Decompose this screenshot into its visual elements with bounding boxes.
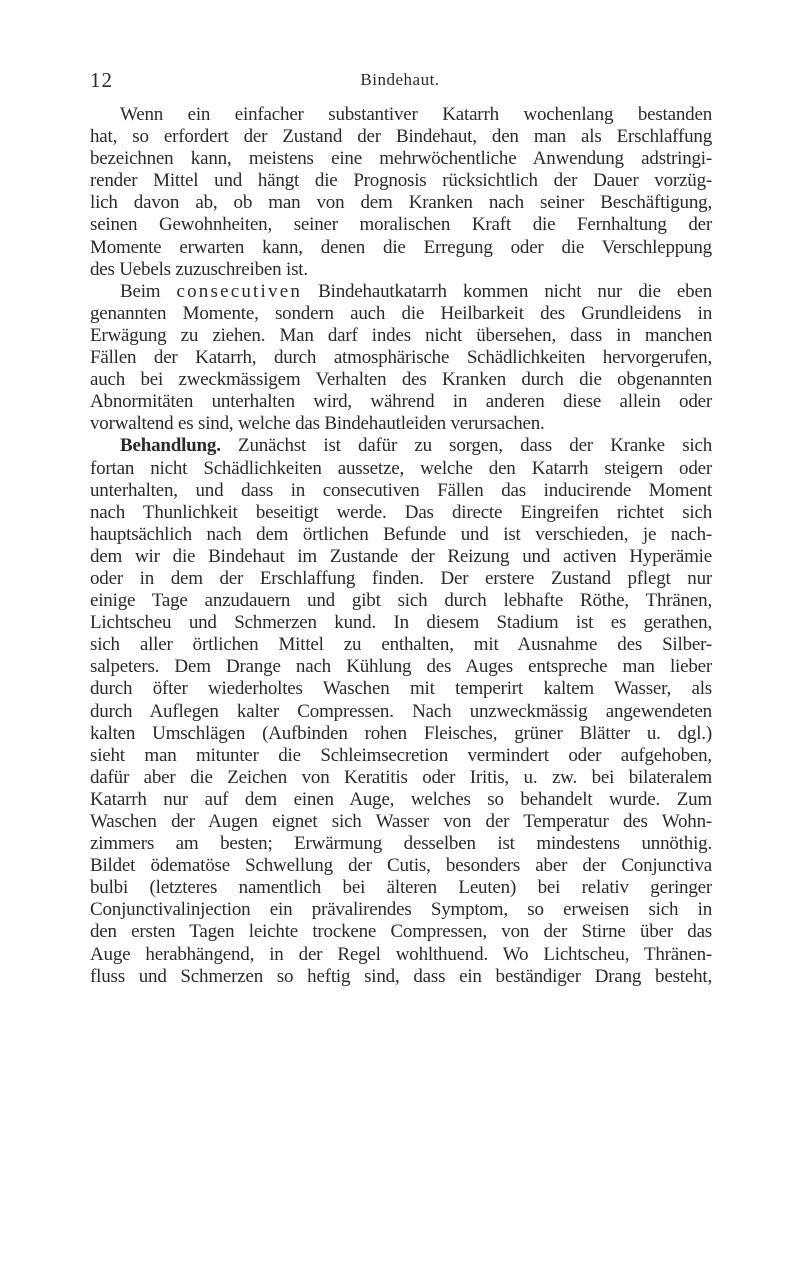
- text-line: Momente erwarten kann, denen die Erregung oder die Verschleppung: [90, 236, 712, 258]
- text-line: [90, 435, 712, 457]
- text-line: den ersten Tagen leichte trockene Compressen, von der Stirne über das: [90, 921, 712, 943]
- text-line: Fällen der Katarrh, durch atmosphärische Schädlichkeiten hervorgerufen,: [90, 347, 712, 369]
- text-line: [90, 281, 712, 303]
- text-line: render Mittel und hängt die Prognosis rücksichtlich der Dauer vorzüg-: [90, 170, 712, 192]
- text-line: dem wir die Bindehaut im Zustande der Reizung und activen Hyperämie: [90, 545, 712, 567]
- text-line: sich aller örtlichen Mittel zu enthalten, mit Ausnahme des Silber-: [90, 634, 712, 656]
- text-line: fortan nicht Schädlichkeiten aussetze, welche den Katarrh steigern oder: [90, 457, 712, 479]
- text-line: des Uebels zuzuschreiben ist.: [90, 258, 308, 280]
- text-line: bulbi (letzteres namentlich bei älteren Leuten) bei relativ geringer: [90, 877, 712, 899]
- running-title: Bindehaut.: [360, 70, 440, 89]
- page-number: 12: [90, 68, 113, 92]
- text-line: vorwaltend es sind, welche das Bindehautleiden verursachen.: [90, 413, 545, 435]
- text-run: Bindehautkatarrh kommen nicht nur die eben: [302, 280, 712, 302]
- text-line: zimmers am besten; Erwärmung desselben ist mindestens unnöthig.: [90, 833, 712, 855]
- text-line: bezeichnen kann, meistens eine mehrwöchentliche Anwendung adstringi-: [90, 148, 712, 170]
- text-line: auch bei zweckmässigem Verhalten des Kranken durch die obgenannten: [90, 369, 712, 391]
- text-line: seinen Gewohnheiten, seiner moralischen Kraft die Fernhaltung der: [90, 214, 712, 236]
- text-run: Beim: [120, 280, 177, 302]
- text-line: Conjunctivalinjection ein prävalirendes Symptom, so erweisen sich in: [90, 899, 712, 921]
- body-text: [90, 104, 712, 988]
- text-line: nach Thunlichkeit beseitigt werde. Das directe Eingreifen richtet sich: [90, 501, 712, 523]
- text-line: durch Auflegen kalter Compressen. Nach unzweckmässig angewendeten: [90, 700, 712, 722]
- text-line: Wenn ein einfacher substantiver Katarrh wochenlang bestanden: [120, 104, 712, 125]
- text-line: Auge herabhängend, in der Regel wohlthuend. Wo Lichtscheu, Thränen-: [90, 943, 712, 965]
- text-line: salpeters. Dem Drange nach Kühlung des Auges entspreche man lieber: [90, 656, 712, 678]
- text-line: Abnormitäten unterhalten wird, während in anderen diese allein oder: [90, 391, 712, 413]
- text-line: fluss und Schmerzen so heftig sind, dass ein beständiger Drang besteht,: [90, 965, 712, 987]
- emphasis-spaced: consecutiven: [176, 280, 303, 302]
- text-line: oder in dem der Erschlaffung finden. Der erstere Zustand pflegt nur: [90, 567, 712, 589]
- text-line: Erwägung zu ziehen. Man darf indes nicht übersehen, dass in manchen: [90, 324, 712, 346]
- page-header: [90, 68, 710, 98]
- text-line: Waschen der Augen eignet sich Wasser von der Temperatur des Wohn-: [90, 811, 712, 832]
- text-line: Bildet ödematöse Schwellung der Cutis, besonders aber der Conjunctiva: [90, 855, 712, 877]
- text-line: sieht man mitunter die Schleimsecretion vermindert oder aufgehoben,: [90, 744, 712, 766]
- text-line: hat, so erfordert der Zustand der Bindehaut, den man als Erschlaffung: [90, 126, 712, 148]
- text-line: dafür aber die Zeichen von Keratitis oder Iritis, u. zw. bei bilateralem: [90, 766, 712, 788]
- text-line: kalten Umschlägen (Aufbinden rohen Fleisches, grüner Blätter u. dgl.): [90, 722, 712, 744]
- text-line: unterhalten, und dass in consecutiven Fällen das inducirende Moment: [90, 479, 712, 501]
- section-heading: Behandlung.: [120, 435, 221, 457]
- text-line: genannten Momente, sondern auch die Heilbarkeit des Grundleidens in: [90, 302, 712, 324]
- text-line: Lichtscheu und Schmerzen kund. In diesem Stadium ist es gerathen,: [90, 612, 712, 634]
- text-line: Katarrh nur auf dem einen Auge, welches so behandelt wurde. Zum: [90, 788, 712, 810]
- text-line: lich davon ab, ob man von dem Kranken nach seiner Beschäftigung,: [90, 192, 712, 214]
- text-run: Zunächst ist dafür zu sorgen, dass der Kranke sich: [220, 435, 712, 457]
- text-line: durch öfter wiederholtes Waschen mit temperirt kaltem Wasser, als: [90, 678, 712, 700]
- text-line: einige Tage anzudauern und gibt sich durch lebhafte Röthe, Thränen,: [90, 590, 712, 612]
- text-line: hauptsächlich nach dem örtlichen Befunde und ist verschieden, je nach-: [90, 523, 712, 545]
